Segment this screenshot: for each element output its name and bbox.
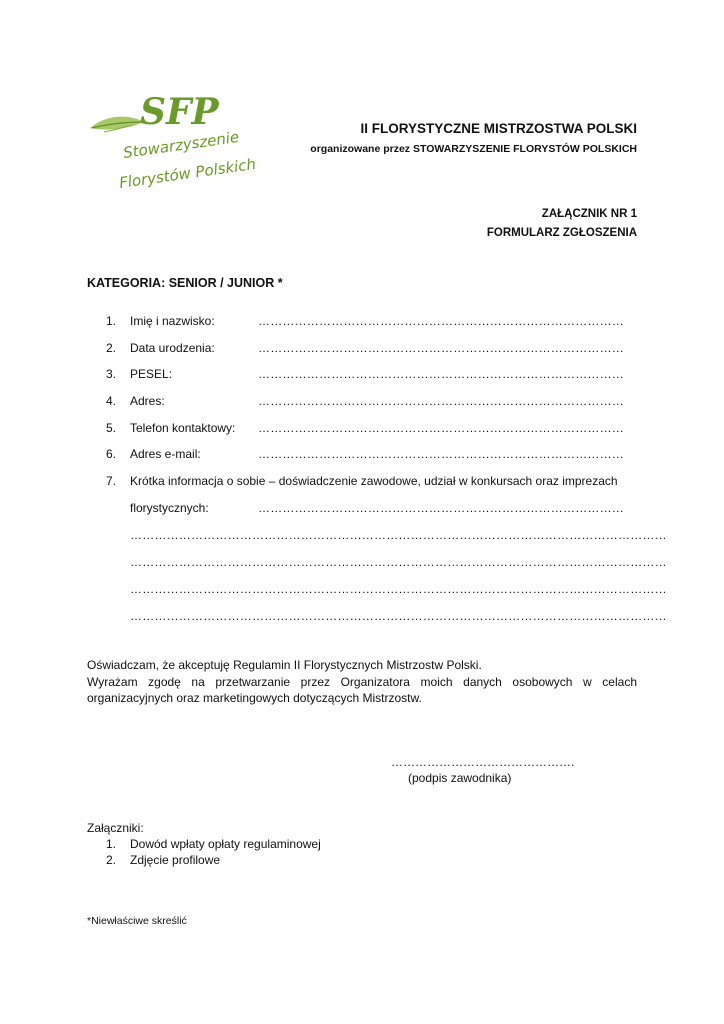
fill-in-line[interactable]: …………………………………………………………………………………………………………………… <box>130 555 667 569</box>
field-number: 6. <box>106 447 117 461</box>
svg-text:Florystów Polskich: Florystów Polskich <box>118 154 257 192</box>
field-number: 5. <box>106 421 117 435</box>
form-name: FORMULARZ ZGŁOSZENIA <box>486 227 637 239</box>
fill-in-line[interactable]: ……………………………………………………………………………… <box>258 501 624 515</box>
fill-in-line[interactable]: …………………………………………………………………………………………………………………… <box>130 582 667 596</box>
field-label: Krótka informacja o sobie – doświadczenie zawodowe, udział w konkursach oraz imprezach <box>130 474 618 488</box>
attachment-number: ZAŁĄCZNIK NR 1 <box>541 208 637 220</box>
field-row-pesel <box>0 367 724 385</box>
about-line <box>0 555 724 573</box>
field-row-email <box>0 447 724 465</box>
organizer-subtitle: organizowane przez STOWARZYSZENIE FLORYSTÓW POLSKICH <box>310 143 637 155</box>
field-number: 7. <box>106 474 117 488</box>
fill-in-line[interactable]: …………………………………………………………………………………………………………………… <box>130 528 667 542</box>
field-label-continued: florystycznych: <box>130 501 209 515</box>
signature-label: (podpis zawodnika) <box>408 771 512 785</box>
field-row-phone <box>0 421 724 439</box>
field-number: 1. <box>106 314 117 328</box>
field-row-name <box>0 314 724 332</box>
attachment-number-1: 1. <box>106 837 117 851</box>
field-row-address <box>0 394 724 412</box>
attachment-item-payment: Dowód wpłaty opłaty regulaminowej <box>130 837 321 851</box>
competition-title: II FLORYSTYCZNE MISTRZOSTWA POLSKI <box>360 121 637 136</box>
signature-line[interactable]: ………………………………………. <box>391 755 575 769</box>
declaration <box>87 657 637 707</box>
fill-in-line[interactable]: …………………………………………………………………………………………………………………… <box>130 609 667 623</box>
declaration-regulations: Oświadczam, że akceptuję Regulamin II Florystycznych Mistrzostw Polski. <box>87 658 482 672</box>
attachments-heading: Załączniki: <box>87 821 144 835</box>
fill-in-line[interactable]: ……………………………………………………………………………… <box>258 447 624 461</box>
declaration-consent: Wyrażam zgodę na przetwarzanie przez Organizatora moich danych osobowych w celach organizacyjnych oraz marketingowych dotyczących Mistrzostw. <box>87 674 637 705</box>
about-line <box>0 582 724 600</box>
field-label: Adres: <box>130 394 165 408</box>
field-label: Telefon kontaktowy: <box>130 421 236 435</box>
field-label: Data urodzenia: <box>130 341 215 355</box>
fill-in-line[interactable]: ……………………………………………………………………………… <box>258 341 624 355</box>
field-row-about-cont <box>0 501 724 519</box>
category-heading: KATEGORIA: SENIOR / JUNIOR * <box>87 276 283 290</box>
fill-in-line[interactable]: ……………………………………………………………………………… <box>258 394 624 408</box>
about-line <box>0 528 724 546</box>
field-number: 2. <box>106 341 117 355</box>
field-label: PESEL: <box>130 367 173 381</box>
field-row-about <box>0 474 724 492</box>
attachment-item-photo: Zdjęcie profilowe <box>130 853 221 867</box>
sfp-logo <box>84 84 266 196</box>
field-number: 3. <box>106 367 117 381</box>
fill-in-line[interactable]: ……………………………………………………………………………… <box>258 421 624 435</box>
field-number: 4. <box>106 394 117 408</box>
field-label: Adres e-mail: <box>130 447 201 461</box>
field-label: Imię i nazwisko: <box>130 314 215 328</box>
svg-text:SFP: SFP <box>140 91 219 133</box>
attachment-number-2: 2. <box>106 853 117 867</box>
svg-text:Stowarzyszenie: Stowarzyszenie <box>122 127 241 162</box>
footnote: *Niewłaściwe skreślić <box>87 915 187 927</box>
field-row-birthdate <box>0 341 724 359</box>
fill-in-line[interactable]: ……………………………………………………………………………… <box>258 367 624 381</box>
fill-in-line[interactable]: ……………………………………………………………………………… <box>258 314 624 328</box>
about-line <box>0 609 724 627</box>
